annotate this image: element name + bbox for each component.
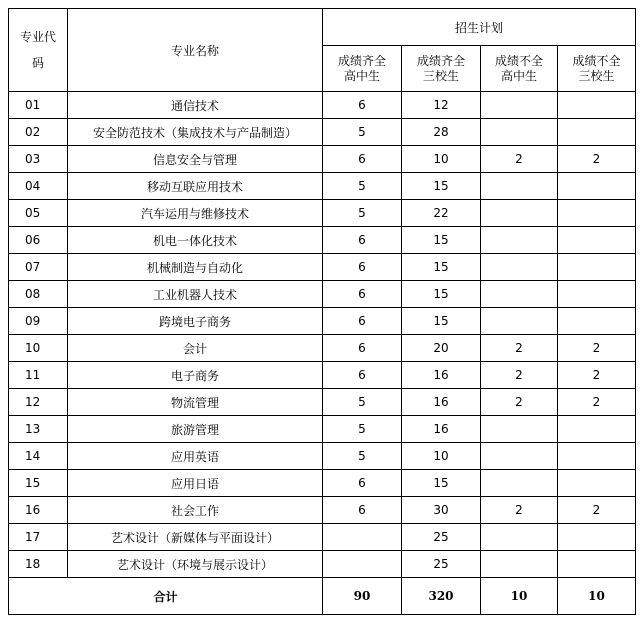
complete-highschool-cell: 6 bbox=[323, 308, 402, 335]
code-cell: 10 bbox=[9, 335, 68, 362]
incomplete-highschool-cell bbox=[481, 227, 558, 254]
complete-vocational-cell: 15 bbox=[402, 281, 481, 308]
code-header-line2: 码 bbox=[31, 56, 44, 70]
incomplete-vocational-cell bbox=[558, 173, 636, 200]
table-row bbox=[9, 551, 636, 578]
name-cell: 机电一体化技术 bbox=[68, 227, 323, 254]
incomplete-vocational-cell bbox=[558, 227, 636, 254]
complete-vocational-cell: 16 bbox=[402, 389, 481, 416]
incomplete-highschool-cell bbox=[481, 254, 558, 281]
complete-highschool-cell: 5 bbox=[323, 173, 402, 200]
sub-header-4-line1: 成绩不全 bbox=[572, 53, 621, 68]
name-cell: 旅游管理 bbox=[68, 416, 323, 443]
name-cell: 会计 bbox=[68, 335, 323, 362]
sub-header-3-line2: 高中生 bbox=[500, 68, 537, 83]
code-header bbox=[9, 9, 68, 92]
complete-vocational-cell: 15 bbox=[402, 173, 481, 200]
complete-highschool-cell: 5 bbox=[323, 416, 402, 443]
code-cell: 06 bbox=[9, 227, 68, 254]
incomplete-vocational-cell: 2 bbox=[558, 389, 636, 416]
complete-vocational-cell: 16 bbox=[402, 416, 481, 443]
incomplete-highschool-cell: 2 bbox=[481, 362, 558, 389]
total-cell-2: 320 bbox=[402, 578, 481, 615]
name-cell: 机械制造与自动化 bbox=[68, 254, 323, 281]
name-cell: 应用日语 bbox=[68, 470, 323, 497]
sub-header-1 bbox=[323, 46, 402, 92]
code-cell: 02 bbox=[9, 119, 68, 146]
incomplete-vocational-cell bbox=[558, 254, 636, 281]
incomplete-highschool-cell bbox=[481, 416, 558, 443]
incomplete-vocational-cell bbox=[558, 416, 636, 443]
table-row bbox=[9, 416, 636, 443]
complete-vocational-cell: 25 bbox=[402, 524, 481, 551]
complete-vocational-cell: 10 bbox=[402, 443, 481, 470]
incomplete-vocational-cell bbox=[558, 92, 636, 119]
name-cell: 工业机器人技术 bbox=[68, 281, 323, 308]
complete-highschool-cell: 5 bbox=[323, 119, 402, 146]
code-cell: 12 bbox=[9, 389, 68, 416]
name-header: 专业名称 bbox=[68, 9, 323, 92]
sub-header-3 bbox=[481, 46, 558, 92]
complete-vocational-cell: 16 bbox=[402, 362, 481, 389]
name-cell: 安全防范技术（集成技术与产品制造） bbox=[68, 119, 323, 146]
complete-highschool-cell: 6 bbox=[323, 497, 402, 524]
complete-highschool-cell: 6 bbox=[323, 281, 402, 308]
complete-highschool-cell: 5 bbox=[323, 443, 402, 470]
incomplete-highschool-cell bbox=[481, 524, 558, 551]
code-cell: 05 bbox=[9, 200, 68, 227]
incomplete-vocational-cell bbox=[558, 551, 636, 578]
incomplete-highschool-cell: 2 bbox=[481, 335, 558, 362]
code-cell: 09 bbox=[9, 308, 68, 335]
incomplete-vocational-cell bbox=[558, 119, 636, 146]
complete-vocational-cell: 22 bbox=[402, 200, 481, 227]
table-row bbox=[9, 308, 636, 335]
name-cell: 物流管理 bbox=[68, 389, 323, 416]
incomplete-vocational-cell bbox=[558, 200, 636, 227]
incomplete-vocational-cell: 2 bbox=[558, 146, 636, 173]
table-row bbox=[9, 470, 636, 497]
plan-header: 招生计划 bbox=[323, 9, 636, 46]
name-cell: 社会工作 bbox=[68, 497, 323, 524]
sub-header-1-line1: 成绩齐全 bbox=[337, 53, 386, 68]
name-cell: 汽车运用与维修技术 bbox=[68, 200, 323, 227]
enrollment-plan-table bbox=[8, 8, 636, 615]
complete-vocational-cell: 25 bbox=[402, 551, 481, 578]
complete-highschool-cell: 6 bbox=[323, 92, 402, 119]
incomplete-vocational-cell bbox=[558, 524, 636, 551]
complete-vocational-cell: 30 bbox=[402, 497, 481, 524]
code-cell: 17 bbox=[9, 524, 68, 551]
complete-highschool-cell: 6 bbox=[323, 227, 402, 254]
code-cell: 07 bbox=[9, 254, 68, 281]
sub-header-2-line1: 成绩齐全 bbox=[416, 53, 465, 68]
name-cell: 移动互联应用技术 bbox=[68, 173, 323, 200]
name-cell: 应用英语 bbox=[68, 443, 323, 470]
header-row-1 bbox=[9, 9, 636, 46]
table-row bbox=[9, 254, 636, 281]
table-row bbox=[9, 146, 636, 173]
table-row bbox=[9, 362, 636, 389]
incomplete-vocational-cell: 2 bbox=[558, 362, 636, 389]
complete-highschool-cell bbox=[323, 524, 402, 551]
code-cell: 14 bbox=[9, 443, 68, 470]
total-cell-1: 90 bbox=[323, 578, 402, 615]
total-cell-3: 10 bbox=[481, 578, 558, 615]
code-cell: 03 bbox=[9, 146, 68, 173]
incomplete-highschool-cell: 2 bbox=[481, 497, 558, 524]
name-cell: 电子商务 bbox=[68, 362, 323, 389]
complete-highschool-cell: 6 bbox=[323, 146, 402, 173]
table-row bbox=[9, 281, 636, 308]
complete-highschool-cell: 5 bbox=[323, 389, 402, 416]
code-cell: 04 bbox=[9, 173, 68, 200]
incomplete-highschool-cell bbox=[481, 281, 558, 308]
sub-header-2-line2: 三校生 bbox=[422, 68, 459, 83]
name-cell: 通信技术 bbox=[68, 92, 323, 119]
code-header-line1: 专业代 bbox=[19, 30, 56, 44]
incomplete-highschool-cell bbox=[481, 443, 558, 470]
table-body bbox=[9, 92, 636, 578]
table-row bbox=[9, 524, 636, 551]
table-row bbox=[9, 173, 636, 200]
complete-vocational-cell: 15 bbox=[402, 308, 481, 335]
total-row bbox=[9, 578, 636, 615]
table-row bbox=[9, 497, 636, 524]
incomplete-highschool-cell bbox=[481, 119, 558, 146]
incomplete-highschool-cell bbox=[481, 173, 558, 200]
table-row bbox=[9, 227, 636, 254]
complete-highschool-cell: 6 bbox=[323, 335, 402, 362]
incomplete-vocational-cell: 2 bbox=[558, 497, 636, 524]
complete-vocational-cell: 15 bbox=[402, 227, 481, 254]
sub-header-3-line1: 成绩不全 bbox=[494, 53, 543, 68]
sub-header-4-line2: 三校生 bbox=[578, 68, 615, 83]
complete-vocational-cell: 15 bbox=[402, 470, 481, 497]
code-cell: 08 bbox=[9, 281, 68, 308]
code-cell: 01 bbox=[9, 92, 68, 119]
incomplete-highschool-cell bbox=[481, 200, 558, 227]
incomplete-highschool-cell: 2 bbox=[481, 389, 558, 416]
complete-vocational-cell: 10 bbox=[402, 146, 481, 173]
name-cell: 艺术设计（环境与展示设计） bbox=[68, 551, 323, 578]
sub-header-2 bbox=[402, 46, 481, 92]
incomplete-highschool-cell: 2 bbox=[481, 146, 558, 173]
name-cell: 跨境电子商务 bbox=[68, 308, 323, 335]
total-cell-4: 10 bbox=[558, 578, 636, 615]
complete-highschool-cell: 5 bbox=[323, 200, 402, 227]
incomplete-vocational-cell bbox=[558, 308, 636, 335]
table-row bbox=[9, 335, 636, 362]
incomplete-vocational-cell bbox=[558, 470, 636, 497]
total-label: 合计 bbox=[9, 578, 323, 615]
complete-highschool-cell: 6 bbox=[323, 362, 402, 389]
incomplete-vocational-cell: 2 bbox=[558, 335, 636, 362]
incomplete-highschool-cell bbox=[481, 308, 558, 335]
complete-vocational-cell: 12 bbox=[402, 92, 481, 119]
code-cell: 13 bbox=[9, 416, 68, 443]
name-cell: 信息安全与管理 bbox=[68, 146, 323, 173]
code-cell: 18 bbox=[9, 551, 68, 578]
code-cell: 15 bbox=[9, 470, 68, 497]
incomplete-highschool-cell bbox=[481, 92, 558, 119]
complete-highschool-cell: 6 bbox=[323, 254, 402, 281]
table-row bbox=[9, 200, 636, 227]
complete-vocational-cell: 20 bbox=[402, 335, 481, 362]
table-row bbox=[9, 389, 636, 416]
table-row bbox=[9, 119, 636, 146]
complete-vocational-cell: 28 bbox=[402, 119, 481, 146]
name-cell: 艺术设计（新媒体与平面设计） bbox=[68, 524, 323, 551]
sub-header-1-line2: 高中生 bbox=[343, 68, 380, 83]
complete-highschool-cell: 6 bbox=[323, 470, 402, 497]
code-cell: 11 bbox=[9, 362, 68, 389]
incomplete-highschool-cell bbox=[481, 470, 558, 497]
complete-vocational-cell: 15 bbox=[402, 254, 481, 281]
code-cell: 16 bbox=[9, 497, 68, 524]
incomplete-vocational-cell bbox=[558, 281, 636, 308]
table-row bbox=[9, 92, 636, 119]
complete-highschool-cell bbox=[323, 551, 402, 578]
sub-header-4 bbox=[558, 46, 636, 92]
incomplete-highschool-cell bbox=[481, 551, 558, 578]
incomplete-vocational-cell bbox=[558, 443, 636, 470]
table-row bbox=[9, 443, 636, 470]
